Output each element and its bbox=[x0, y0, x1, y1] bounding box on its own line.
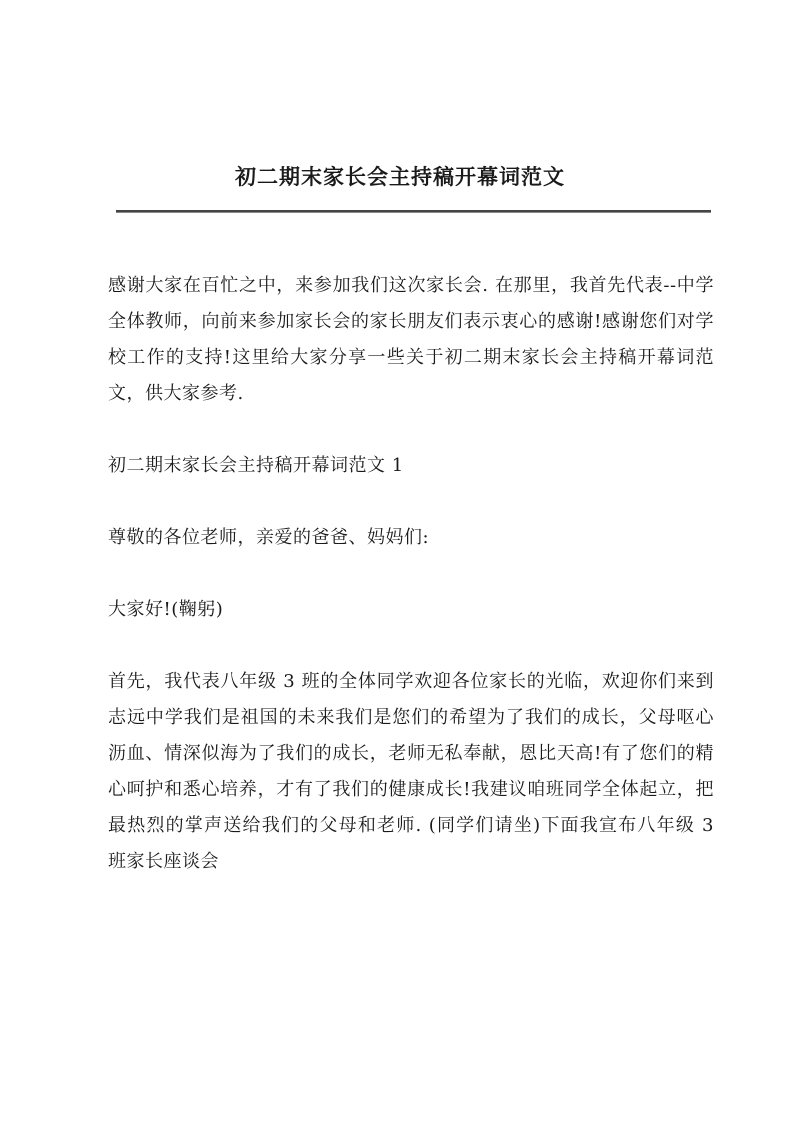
speech-paragraph: 首先，我代表八年级 3 班的全体同学欢迎各位家长的光临，欢迎你们来到志远中学我们是祖国的未来我们是您们的希望为了我们的成长，父母呕心沥血、情深似海为了我们的成长，老师无私奉献，恩比天高!有了您们的精心呵护和悉心培养，才有了我们的健康成长!我建议咱班同学全体起立，把最热烈的掌声送给我们的父母和老师. (同学们请坐)下面我宣布八年级 3 班家长座谈会 bbox=[108, 671, 714, 872]
salutation-paragraph: 尊敬的各位老师，亲爱的爸爸、妈妈们: bbox=[108, 527, 430, 548]
title-underline bbox=[116, 210, 711, 213]
paragraph-spacer bbox=[108, 484, 714, 520]
paragraph-spacer bbox=[108, 628, 714, 664]
paragraph-spacer bbox=[108, 556, 714, 592]
section-heading: 初二期末家长会主持稿开幕词范文 1 bbox=[108, 455, 404, 476]
intro-paragraph: 感谢大家在百忙之中，来参加我们这次家长会. 在那里，我首先代表--中学全体教师，向前来参加家长会的家长朋友们表示衷心的感谢!感谢您们对学校工作的支持!这里给大家分享一些关于初二期末家长会主持稿开幕词范文，供大家参考. bbox=[108, 275, 714, 404]
document-body bbox=[108, 268, 714, 880]
paragraph-spacer bbox=[108, 412, 714, 448]
document-title: 初二期末家长会主持稿开幕词范文 bbox=[235, 164, 565, 189]
greeting-paragraph: 大家好!(鞠躬) bbox=[108, 599, 224, 620]
